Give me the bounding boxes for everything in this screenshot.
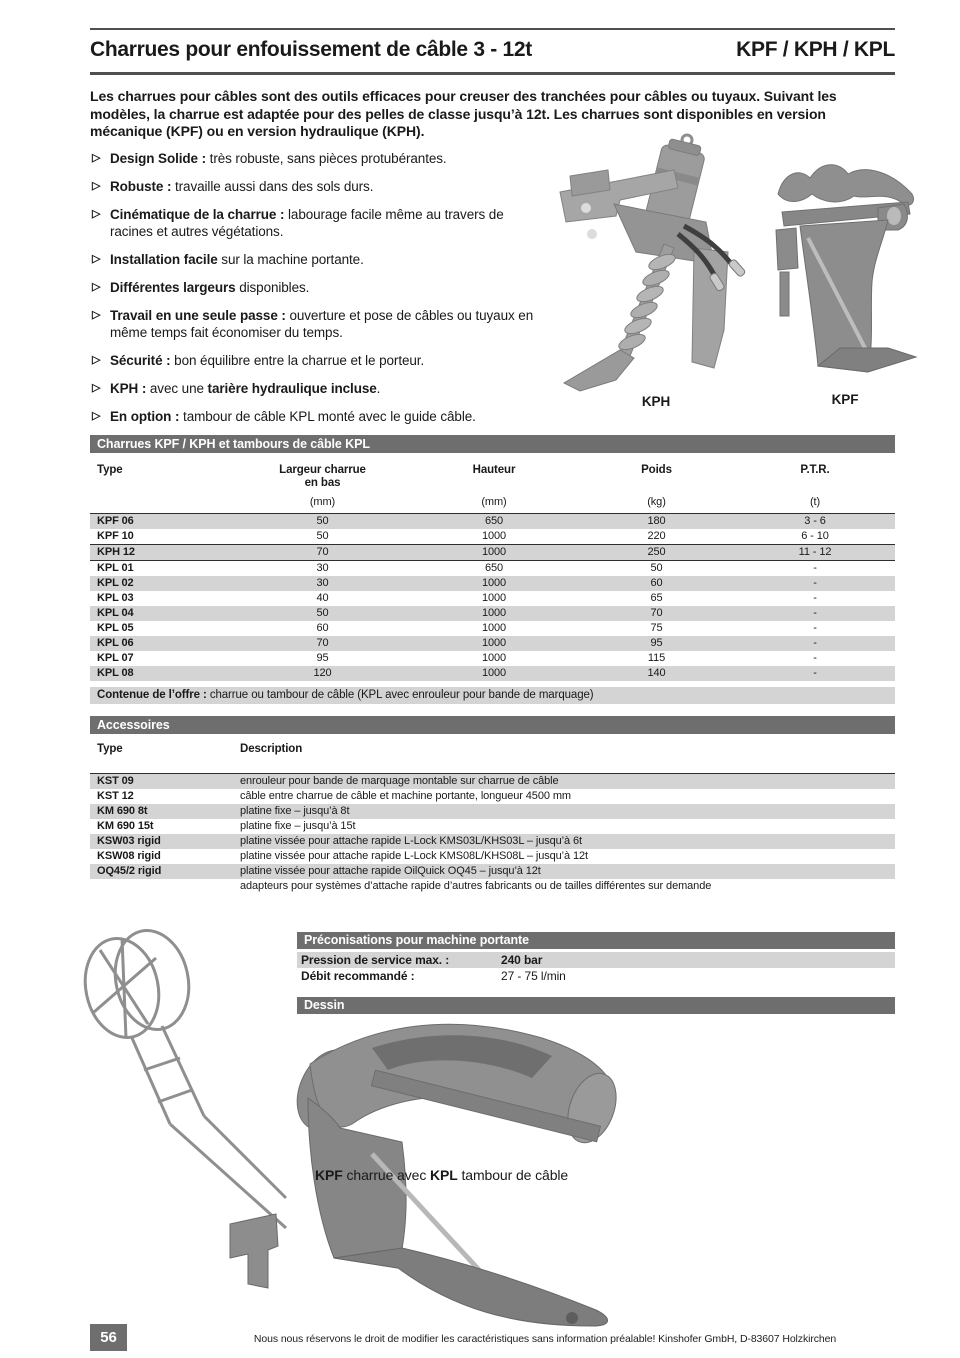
feature-text: Robuste : travaille aussi dans des sols durs. (110, 179, 374, 194)
col-hauteur: Hauteur (472, 464, 516, 476)
feature-text: Travail en une seule passe : ouverture et pose de câbles ou tuyaux en même temps fait économiser du temps. (110, 308, 534, 340)
col-type: Type (97, 464, 123, 476)
feature-item (92, 251, 544, 268)
pressure-value: 240 bar (501, 953, 543, 967)
triangle-bullet-icon: ▷ (92, 180, 101, 192)
specs-header-row (90, 460, 895, 496)
feature-item (92, 380, 544, 397)
offer-label: Contenue de l’offre : (97, 689, 207, 701)
pressure-label: Pression de service max. : (301, 953, 450, 967)
product-photos (556, 130, 922, 409)
table-row: KM 690 8t platine fixe – jusqu’à 8t (90, 804, 895, 819)
table-row: KPL 05 60 1000 75 - (97, 622, 817, 634)
accessories-header-row (90, 742, 895, 774)
page-title: Charrues pour enfouissement de câble 3 - 12t (90, 38, 532, 61)
table-row: OQ45/2 rigid platine vissée pour attache rapide OilQuick OQ45 – jusqu’à 12t (90, 864, 895, 879)
flow-label: Débit recommandé : (301, 969, 415, 983)
table-row: KPL 02 30 1000 60 - (90, 576, 895, 591)
offer-text: charrue ou tambour de câble (KPL avec enrouleur pour bande de marquage) (206, 689, 594, 701)
table-row: KPL 08 120 1000 140 - (90, 666, 895, 681)
table-row: KSW03 rigid platine vissée pour attache rapide L-Lock KMS03L/KHS03L – jusqu’à 6t (90, 834, 895, 849)
feature-text: Sécurité : bon équilibre entre la charrue et le porteur. (110, 353, 425, 368)
feature-text: KPH : avec une tarière hydraulique incluse. (110, 381, 381, 396)
col-poids: Poids (641, 464, 672, 476)
triangle-bullet-icon: ▷ (92, 281, 101, 293)
page-number-badge: 56 (90, 1324, 127, 1351)
table-row: KST 09 enrouleur pour bande de marquage montable sur charrue de câble (90, 774, 895, 790)
table-row: KPF 10 50 1000 220 6 - 10 (97, 530, 829, 542)
footer-disclaimer: Nous nous réservons le droit de modifier les caractéristiques sans information préalable! Kinshofer GmbH, D-83607 Holzkirchen (253, 1333, 837, 1345)
table-row: KST 12 câble entre charrue de câble et machine portante, longueur 4500 mm (97, 790, 571, 802)
top-rule (90, 28, 895, 30)
col-ptr: P.T.R. (800, 464, 830, 476)
triangle-bullet-icon: ▷ (92, 354, 101, 366)
section-header-accessoires: Accessoires (90, 716, 895, 734)
table-row: KPL 04 50 1000 70 - (90, 606, 895, 621)
flow-value: 27 - 75 l/min (501, 969, 566, 983)
unit-mm: (mm) (235, 496, 410, 514)
table-row: KPH 12 70 1000 250 11 - 12 (90, 545, 895, 561)
intro-line: modèles, la charrue est adaptée pour des pelles de classe jusqu’à 12t. Les charrues sont disponibles en version (90, 105, 826, 122)
feature-item (92, 178, 544, 195)
table-row: KPF 06 50 650 180 3 - 6 (90, 514, 895, 530)
table-row: KSW08 rigid platine vissée pour attache rapide L-Lock KMS08L/KHS08L – jusqu’à 12t (97, 850, 588, 862)
offer-content-line (90, 687, 895, 704)
model-codes: KPF / KPH / KPL (736, 38, 895, 61)
table-row: KPL 03 40 1000 65 - (97, 592, 817, 604)
feature-item (92, 352, 544, 369)
feature-text: En option : tambour de câble KPL monté avec le guide câble. (110, 409, 476, 424)
kpf-kpl-drawing-image (70, 926, 640, 1338)
feature-list (92, 150, 544, 436)
col-type: Type (90, 742, 240, 774)
feature-text: Cinématique de la charrue : labourage facile même au travers de racines et autres végétations. (110, 207, 504, 239)
feature-item (92, 150, 544, 167)
triangle-bullet-icon: ▷ (92, 309, 101, 321)
feature-item (92, 408, 544, 425)
table-row: KPL 07 95 1000 115 - (97, 652, 817, 664)
feature-text: Installation facile sur la machine portante. (110, 252, 364, 267)
accessories-table (90, 742, 895, 894)
drawing-caption: KPF charrue avec KPL tambour de câble (315, 1167, 569, 1183)
kph-figure (556, 130, 756, 409)
triangle-bullet-icon: ▷ (92, 382, 101, 394)
triangle-bullet-icon: ▷ (92, 253, 101, 265)
unit-t: (t) (735, 496, 895, 514)
table-row: KM 690 15t platine fixe – jusqu’à 15t (97, 820, 356, 832)
title-rule (90, 72, 895, 75)
triangle-bullet-icon: ▷ (92, 152, 101, 164)
page-header (90, 38, 895, 62)
section-header-charrues: Charrues KPF / KPH et tambours de câble KPL (90, 435, 895, 453)
feature-item (92, 279, 544, 296)
kpf-figure (770, 130, 920, 409)
table-row: KPL 01 30 650 50 - (97, 562, 817, 574)
section-header-dessin: Dessin (297, 997, 895, 1014)
col-description: Description (240, 742, 895, 774)
intro-line: Les charrues pour câbles sont des outils efficaces pour creuser des tranchées pour câbles ou tuyaux. Suivant les (90, 88, 837, 104)
feature-item (92, 307, 544, 341)
triangle-bullet-icon: ▷ (92, 410, 101, 422)
triangle-bullet-icon: ▷ (92, 208, 101, 220)
table-row: KPL 06 70 1000 95 - (90, 636, 895, 651)
unit-kg: (kg) (578, 496, 735, 514)
intro-line: mécanique (KPF) ou en version hydraulique (KPH). (90, 123, 425, 139)
kph-product-photo (556, 130, 756, 392)
col-largeur: Largeur charrue en bas (279, 464, 366, 489)
table-row: adapteurs pour systèmes d’attache rapide d’autres fabricants ou de tailles différentes sur demande (240, 880, 712, 892)
unit-mm: (mm) (410, 496, 578, 514)
kpf-product-photo (770, 142, 920, 390)
kpf-kpl-drawing (70, 926, 640, 1343)
specs-units-row (90, 496, 895, 514)
feature-text: Différentes largeurs disponibles. (110, 280, 310, 295)
specs-table (90, 460, 895, 681)
kph-photo-label: KPH (641, 394, 671, 409)
feature-item (92, 206, 544, 240)
feature-text: Design Solide : très robuste, sans pièces protubérantes. (110, 151, 447, 166)
kpf-photo-label: KPF (831, 392, 859, 407)
section-header-preconisations: Préconisations pour machine portante (297, 932, 895, 949)
